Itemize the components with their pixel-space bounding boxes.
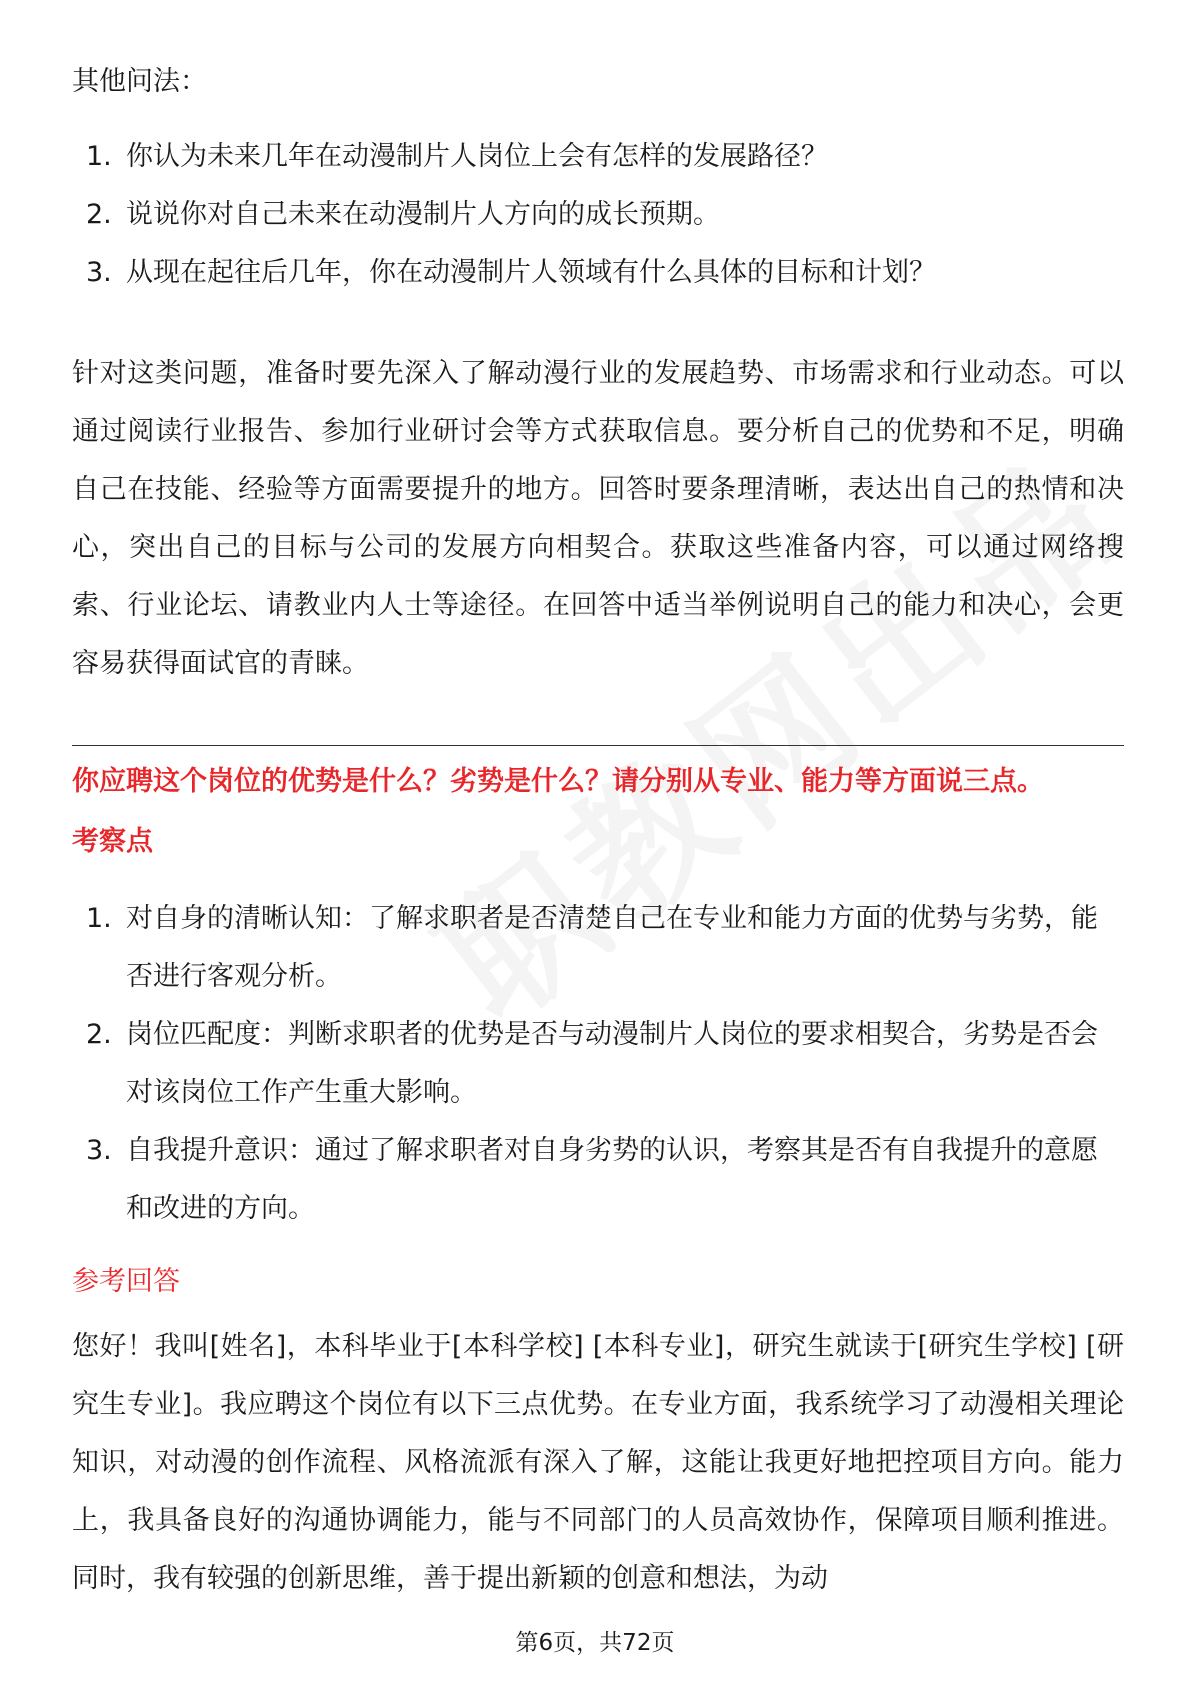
list-text: 岗位匹配度：判断求职者的优势是否与动漫制片人岗位的要求相契合，劣势是否会对该岗位工作产生重大影响。 <box>126 1019 1098 1108</box>
list-item <box>72 890 1124 1006</box>
list-text: 从现在起往后几年，你在动漫制片人领域有什么具体的目标和计划？ <box>126 257 936 288</box>
list-text: 自我提升意识：通过了解求职者对自身劣势的认识，考察其是否有自我提升的意愿和改进的方向。 <box>126 1135 1098 1224</box>
list-number: 1. <box>86 903 112 934</box>
exam-points-heading: 考察点 <box>72 826 153 857</box>
advice-paragraph: 针对这类问题，准备时要先深入了解动漫行业的发展趋势、市场需求和行业动态。可以通过阅读行业报告、参加行业研讨会等方式获取信息。要分析自己的优势和不足，明确自己在技能、经验等方面需要提升的地方。回答时要条理清晰，表达出自己的热情和决心，突出自己的目标与公司的发展方向相契合。获取这些准备内容，可以通过网络搜索、行业论坛、请教业内人士等途径。在回答中适当举例说明自己的能力和决心，会更容易获得面试官的青睐。 <box>72 358 1124 679</box>
other-questions-list <box>72 128 1124 302</box>
list-number: 2. <box>86 199 112 230</box>
page-footer: 第6页，共72页 <box>515 1630 675 1656</box>
list-number: 3. <box>86 257 112 288</box>
other-questions-label: 其他问法： <box>72 66 207 97</box>
list-item <box>72 244 1124 302</box>
list-text: 对自身的清晰认知：了解求职者是否清楚自己在专业和能力方面的优势与劣势，能否进行客观分析。 <box>126 903 1098 992</box>
list-item <box>72 1006 1124 1122</box>
list-text: 说说你对自己未来在动漫制片人方向的成长预期。 <box>126 199 720 230</box>
list-item <box>72 186 1124 244</box>
exam-points-list <box>72 890 1124 1238</box>
list-number: 1. <box>86 141 112 172</box>
list-item <box>72 128 1124 186</box>
list-number: 2. <box>86 1019 112 1050</box>
list-number: 3. <box>86 1135 112 1166</box>
list-text: 你认为未来几年在动漫制片人岗位上会有怎样的发展路径？ <box>126 141 828 172</box>
list-item <box>72 1122 1124 1238</box>
question-title: 你应聘这个岗位的优势是什么？劣势是什么？请分别从专业、能力等方面说三点。 <box>72 766 1044 797</box>
reference-answer-paragraph: 您好！我叫[姓名]，本科毕业于[本科学校] [本科专业]，研究生就读于[研究生学校] [研究生专业]。我应聘这个岗位有以下三点优势。在专业方面，我系统学习了动漫相关理论知识，对动漫的创作流程、风格流派有深入了解，这能让我更好地把控项目方向。能力上，我具备良好的沟通协调能力，能与不同部门的人员高效协作，保障项目顺利推进。同时，我有较强的创新思维，善于提出新颖的创意和想法，为动 <box>72 1331 1124 1594</box>
reference-answer-heading: 参考回答 <box>72 1266 180 1297</box>
section-divider <box>72 745 1124 746</box>
